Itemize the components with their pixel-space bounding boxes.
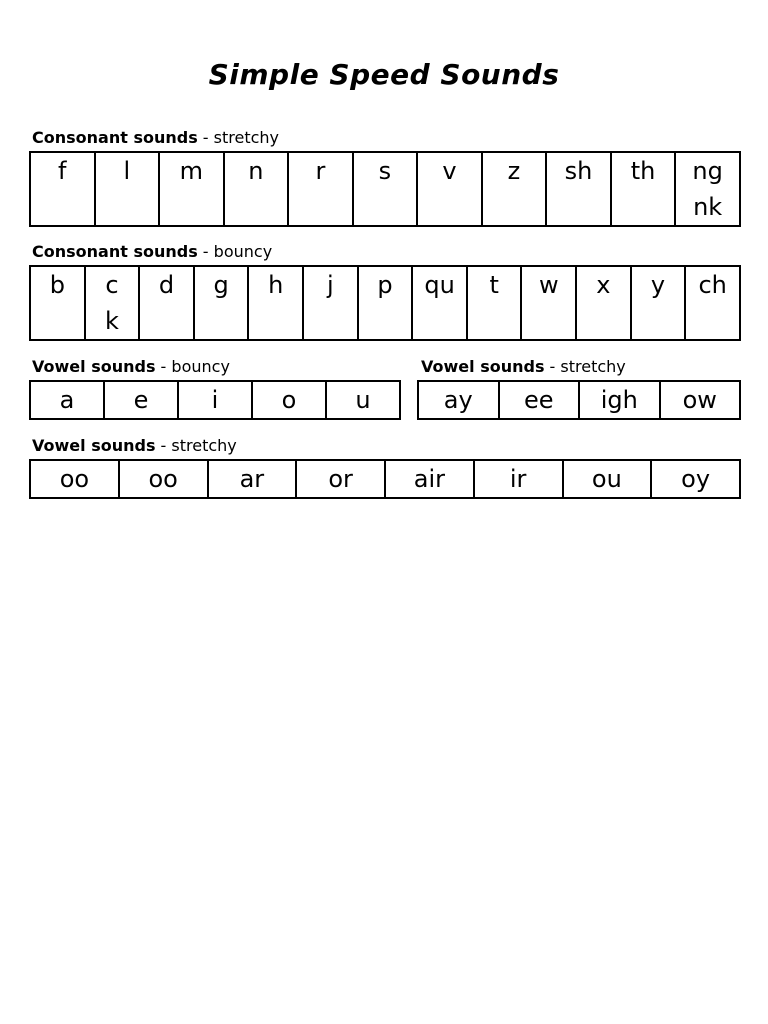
sound-cell — [159, 152, 224, 226]
section-subheading: - stretchy — [155, 436, 237, 455]
sound-cell — [660, 381, 741, 419]
sound-text: d — [158, 271, 175, 299]
sound-text: p — [377, 271, 393, 299]
sound-text: s — [378, 157, 392, 185]
sound-cell — [467, 266, 522, 340]
sound-text: e — [133, 386, 149, 414]
sound-grid-vowel-stretchy-1 — [417, 380, 741, 420]
sound-cell — [418, 381, 499, 419]
sound-text: oy — [681, 465, 711, 493]
sound-text: qu — [424, 271, 455, 299]
sound-cell — [675, 152, 740, 226]
sound-grid-vowel-stretchy-2 — [29, 459, 741, 499]
sound-text: w — [538, 271, 559, 299]
sound-text: ee — [523, 386, 554, 414]
sound-text: a — [59, 386, 75, 414]
sound-text: h — [268, 271, 284, 299]
sound-text: j — [327, 271, 334, 299]
sound-cell — [296, 460, 385, 498]
section-heading: Consonant sounds — [32, 242, 198, 261]
sound-text: sh — [564, 157, 593, 185]
section-label-consonant-stretchy — [32, 128, 279, 147]
sound-text: ir — [509, 465, 527, 493]
sound-text: v — [442, 157, 457, 185]
sound-text: or — [328, 465, 353, 493]
sound-cell — [139, 266, 194, 340]
sound-cell — [208, 460, 297, 498]
sound-cell — [482, 152, 547, 226]
sound-cell — [248, 266, 303, 340]
sound-text: r — [315, 157, 326, 185]
sound-cell — [576, 266, 631, 340]
sound-cell — [30, 152, 95, 226]
section-heading: Vowel sounds — [421, 357, 545, 376]
sound-text: igh — [600, 386, 638, 414]
sound-text: x — [596, 271, 611, 299]
sound-text: f — [58, 157, 67, 185]
sound-cell — [224, 152, 289, 226]
sound-cell — [651, 460, 740, 498]
sound-text: oo — [59, 465, 90, 493]
section-label-consonant-bouncy — [32, 242, 272, 261]
sound-cell — [579, 381, 660, 419]
sound-text: ow — [682, 386, 717, 414]
sound-text: n — [248, 157, 264, 185]
sound-text: g — [213, 271, 229, 299]
sound-cell — [194, 266, 249, 340]
section-heading: Vowel sounds — [32, 357, 156, 376]
section-label-vowel-stretchy-1 — [421, 357, 626, 376]
sound-cell — [546, 152, 611, 226]
sound-grid-vowel-bouncy — [29, 380, 401, 420]
sound-cell — [521, 266, 576, 340]
page-title: Simple Speed Sounds — [208, 58, 560, 91]
sound-text: t — [489, 271, 499, 299]
sound-text: th — [630, 157, 656, 185]
sound-cell — [353, 152, 418, 226]
section-subheading: - bouncy — [155, 357, 230, 376]
sound-text: y — [650, 271, 666, 299]
sound-grid-consonant-stretchy — [29, 151, 741, 227]
sound-text: c — [105, 271, 119, 299]
sound-cell — [685, 266, 740, 340]
sound-cell — [474, 460, 563, 498]
sound-cell — [358, 266, 413, 340]
sound-text: i — [211, 386, 219, 414]
sound-text: ar — [239, 465, 265, 493]
sound-text: nk — [693, 193, 723, 221]
section-subheading: - stretchy — [544, 357, 626, 376]
sound-cell — [417, 152, 482, 226]
sound-text: oo — [148, 465, 178, 493]
sound-cell — [611, 152, 676, 226]
section-label-vowel-stretchy-2 — [32, 436, 237, 455]
sound-cell — [385, 460, 474, 498]
sound-text: ch — [698, 271, 727, 299]
sound-cell — [30, 266, 85, 340]
sound-text: l — [123, 157, 131, 185]
sound-cell — [104, 381, 178, 419]
sound-cell — [95, 152, 160, 226]
sound-text: ng — [692, 157, 723, 185]
sound-grid-consonant-bouncy — [29, 265, 741, 341]
sound-cell — [30, 460, 119, 498]
sound-text: ou — [591, 465, 622, 493]
sound-text: ay — [443, 386, 473, 414]
sound-cell — [412, 266, 467, 340]
sound-cell — [303, 266, 358, 340]
sound-text: m — [179, 157, 204, 185]
sound-cell — [326, 381, 400, 419]
sound-text: z — [507, 157, 521, 185]
section-subheading: - stretchy — [197, 128, 280, 147]
sound-cell — [30, 381, 104, 419]
sound-text: air — [413, 465, 445, 493]
section-subheading: - bouncy — [197, 242, 273, 261]
sound-text: k — [104, 307, 119, 335]
sound-cell — [178, 381, 252, 419]
sound-cell — [252, 381, 326, 419]
sound-text: u — [355, 386, 371, 414]
sound-cell — [631, 266, 686, 340]
sound-text: b — [49, 271, 65, 299]
sound-cell — [85, 266, 140, 340]
sound-cell — [563, 460, 652, 498]
sound-cell — [288, 152, 353, 226]
section-heading: Vowel sounds — [32, 436, 156, 455]
sound-cell — [119, 460, 208, 498]
sound-text: o — [281, 386, 297, 414]
section-heading: Consonant sounds — [32, 128, 198, 147]
section-label-vowel-bouncy — [32, 357, 230, 376]
sound-cell — [499, 381, 580, 419]
